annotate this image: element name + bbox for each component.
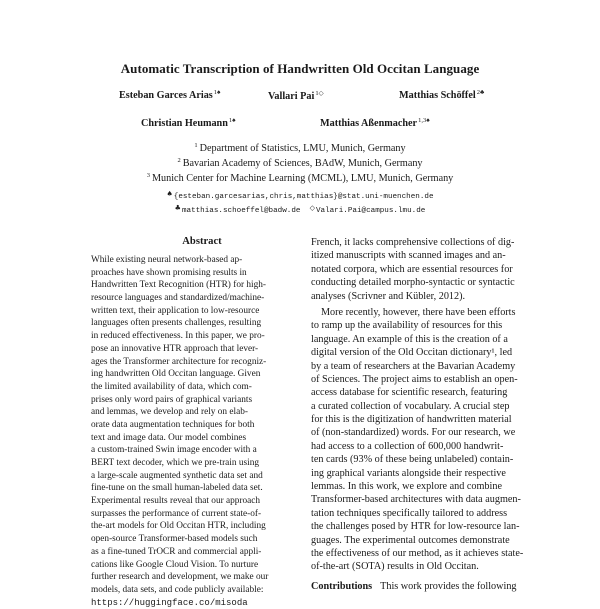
author-name: Matthias Aßenmacher bbox=[320, 118, 418, 129]
abstract-line: proaches have shown promising results in bbox=[91, 267, 247, 278]
abstract-line: a custom-trained Swin image encoder with a bbox=[91, 445, 257, 456]
body-line: conducting detailed morpho-syntactic or syntactic bbox=[311, 277, 515, 289]
body-line: language. An example of this is the creation of a bbox=[311, 333, 508, 345]
email-line-1 bbox=[0, 190, 600, 201]
body-line: ing graphical variants alongside their respective bbox=[311, 467, 506, 479]
abstract-line: and lemmas, we develop and rely on elab- bbox=[91, 407, 248, 418]
affiliation-1 bbox=[0, 142, 600, 154]
abstract-line: written text, their application to low-resource bbox=[91, 305, 260, 316]
body-line: the challenges posed by HTR for low-resource lan- bbox=[311, 521, 520, 533]
abstract-line: the-art models for Old Occitan HTR, including bbox=[91, 521, 266, 532]
body-line: guages. The experimental outcomes demonstrate bbox=[311, 534, 510, 546]
affiliation-3 bbox=[0, 172, 600, 184]
right-column-text bbox=[311, 236, 523, 593]
body-line: to ramp up the availability of resources for this bbox=[311, 320, 503, 332]
paper-title: Automatic Transcription of Handwritten Old Occitan Language bbox=[120, 61, 480, 76]
contributions-text: This work provides the following bbox=[380, 580, 517, 592]
author-name: Esteban Garces Arias bbox=[119, 90, 213, 101]
abstract-line: prises only word pairs of graphical variants bbox=[91, 394, 253, 405]
affiliation-text: Department of Statistics, LMU, Munich, Germany bbox=[199, 143, 406, 154]
body-line: ten cards (93% of these being unlabeled) contain- bbox=[311, 454, 514, 466]
email-text: {esteban.garcesarias,chris,matthias}@stat.uni-muenchen.de bbox=[173, 193, 434, 201]
body-line: a curated collection of vocabulary. A crucial step bbox=[311, 400, 510, 412]
email-text: Valari.Pai@campus.lmu.de bbox=[315, 207, 426, 215]
author-1 bbox=[119, 89, 220, 101]
abstract-line: the limited availability of data, which com- bbox=[91, 381, 252, 392]
body-line: for this is the digitization of handwritten material bbox=[311, 414, 512, 426]
email-line-2 bbox=[0, 204, 600, 215]
body-line: analyses (Scrivner and Kübler, 2012). bbox=[311, 290, 466, 302]
affiliation-text: Munich Center for Machine Learning (MCML), LMU, Munich, Germany bbox=[151, 173, 454, 184]
abstract-line: resource languages and standardized/machine- bbox=[91, 293, 265, 304]
author-3 bbox=[399, 89, 484, 101]
body-line: notated corpora, which are essential resources for bbox=[311, 263, 513, 275]
body-line: itized manuscripts with scanned images and an- bbox=[311, 250, 506, 262]
body-line: by a team of researchers at the Bavarian Academy bbox=[311, 360, 516, 372]
author-name: Matthias Schöffel bbox=[399, 90, 476, 101]
affiliation-number: 3 bbox=[146, 172, 150, 179]
affiliation-text: Bavarian Academy of Sciences, BAdW, Munich, Germany bbox=[182, 158, 423, 169]
email-text: matthias.schoeffel@badw.de bbox=[181, 207, 301, 215]
body-line: Transformer-based architectures with data augmen- bbox=[311, 494, 521, 506]
body-line: the effectiveness of our method, as it achieves state- bbox=[311, 547, 524, 559]
body-line: of (non-standardized) words. For our research, we bbox=[311, 427, 516, 439]
author-mark: 2♣ bbox=[476, 89, 485, 96]
body-line: digital version of the Old Occitan dictionary¹, led bbox=[311, 347, 513, 359]
affiliation-number: 1 bbox=[194, 142, 198, 149]
club-symbol: ♣ bbox=[174, 204, 181, 212]
contributions-line bbox=[311, 580, 523, 593]
abstract-line: pose an innovative HTR approach that lever- bbox=[91, 343, 259, 354]
abstract-heading: Abstract bbox=[182, 236, 222, 247]
abstract-line: While existing neural network-based ap- bbox=[91, 255, 243, 265]
abstract-line: in reduced effectiveness. In this paper, we pro- bbox=[91, 331, 265, 342]
author-mark: 1◇ bbox=[315, 90, 324, 97]
abstract-line: Handwritten Text Recognition (HTR) for high- bbox=[91, 280, 267, 291]
body-line: had access to a collection of 600,000 handwrit- bbox=[311, 440, 504, 452]
abstract-line: cations like Google Cloud Vision. To nurture bbox=[91, 559, 259, 570]
author-5 bbox=[320, 117, 430, 129]
body-line: tation techniques specifically tailored to address bbox=[311, 507, 508, 519]
abstract-line: ing handwritten Old Occitan language. Given bbox=[91, 369, 261, 380]
body-line: lemmas. In this work, we explore and combine bbox=[311, 481, 502, 493]
abstract-body bbox=[91, 254, 268, 609]
author-4 bbox=[141, 117, 236, 129]
affiliation-number: 2 bbox=[177, 157, 181, 164]
abstract-line: models, data sets, and code publicly available: bbox=[91, 584, 264, 595]
abstract-line: as a fine-tuned TrOCR and commercial appli- bbox=[91, 546, 262, 557]
body-line: French, it lacks comprehensive collections of dig- bbox=[311, 237, 515, 248]
abstract-line: languages often presents challenges, resulting bbox=[91, 318, 262, 329]
abstract-line: ages the Transformer architecture for recogniz- bbox=[91, 356, 267, 367]
author-mark: 1♠ bbox=[213, 89, 221, 96]
contributions-heading: Contributions bbox=[311, 580, 373, 592]
author-name: Vallari Pai bbox=[268, 91, 315, 102]
abstract-line: a large-scale augmented synthetic data set and bbox=[91, 470, 263, 481]
author-mark: 1♠ bbox=[228, 117, 236, 124]
abstract-line: further research and development, we make our bbox=[91, 572, 269, 583]
abstract-line: surpasses the performance of current state-of- bbox=[91, 508, 262, 519]
author-name: Christian Heumann bbox=[141, 118, 228, 129]
abstract-line: text and image data. Our model combines bbox=[91, 432, 247, 443]
abstract-line: fine-tune on the small human-labeled data set. bbox=[91, 483, 263, 494]
author-mark: 1,3♠ bbox=[418, 117, 430, 124]
body-line: of Sciences. The project aims to establish an open- bbox=[311, 373, 518, 385]
abstract-line: BERT text decoder, which we pre-train using bbox=[91, 458, 260, 468]
spade-symbol: ♠ bbox=[166, 190, 173, 198]
abstract-line: Experimental results reveal that our approach bbox=[91, 496, 261, 507]
author-2 bbox=[268, 89, 324, 102]
diamond-symbol: ◇ bbox=[309, 204, 315, 212]
affiliation-2 bbox=[0, 157, 600, 169]
abstract-line: orate data augmentation techniques for both bbox=[91, 419, 255, 430]
abstract-url-link[interactable]: https://huggingface.co/misoda bbox=[91, 597, 248, 608]
body-line: access database for scientific research, featuring bbox=[311, 387, 508, 399]
abstract-line: open-source Transformer-based models such bbox=[91, 534, 258, 545]
body-line: More recently, however, there have been efforts bbox=[321, 306, 516, 318]
body-line: of-the-art (SOTA) results in Old Occitan. bbox=[311, 561, 479, 573]
